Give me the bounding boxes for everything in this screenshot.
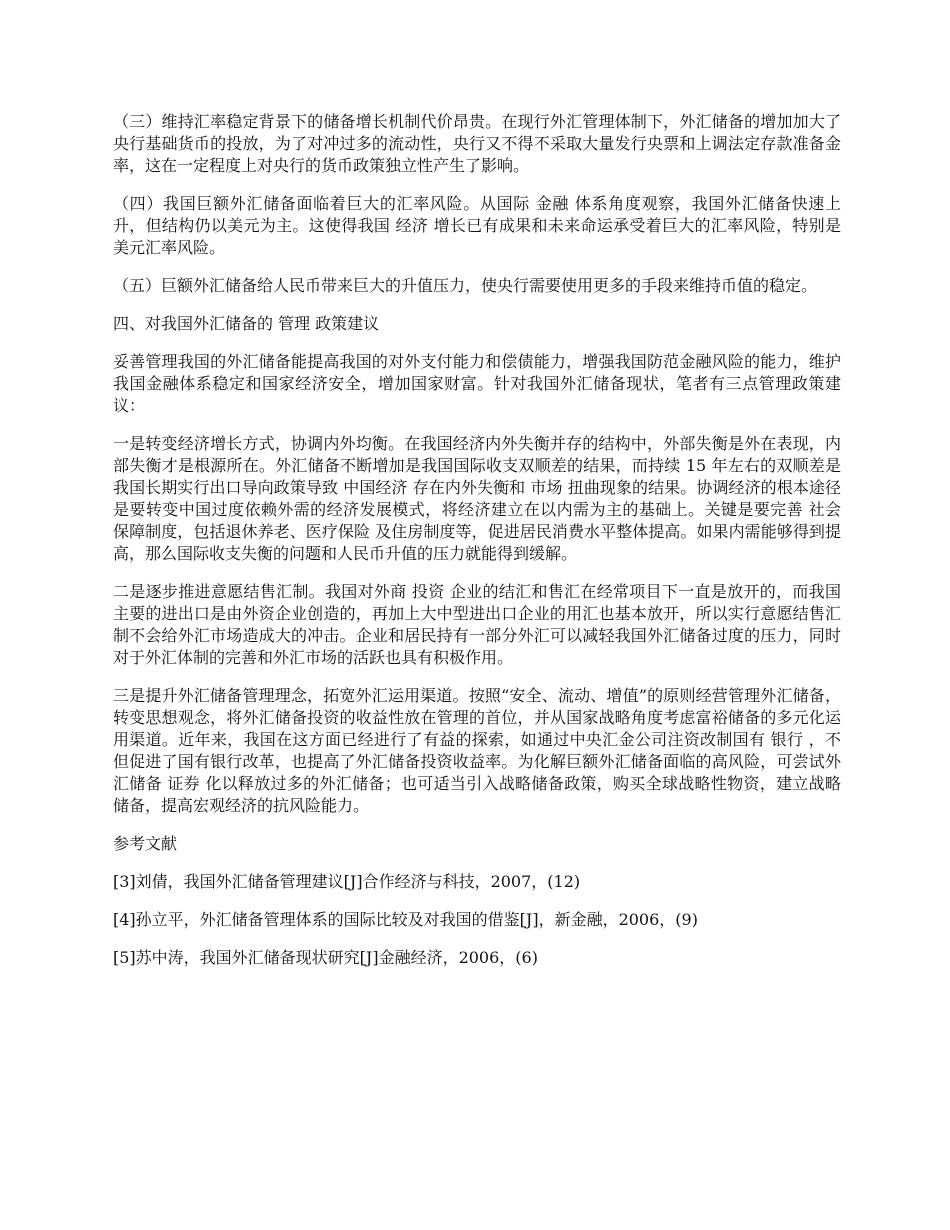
paragraph-four-exchange-risk: （四）我国巨额外汇储备面临着巨大的汇率风险。从国际 金融 体系角度观察，我国外汇储备快速上升，但结构仍以美元为主。这使得我国 经济 增长已有成果和未来命运承受着巨大的汇率风险，特别是美元汇率风险。 xyxy=(113,194,841,257)
paragraph-suggestion-two: 二是逐步推进意愿结售汇制。我国对外商 投资 企业的结汇和售汇在经常项目下一直是放开的，而我国主要的进出口是由外资企业创造的，再加上大中型进出口企业的用汇也基本放开，所以实行意愿结售汇制不会给外汇市场造成大的冲击。企业和居民持有一部分外汇可以减轻我国外汇储备过度的压力，同时对于外汇体制的完善和外汇市场的活跃也具有积极作用。 xyxy=(113,582,841,667)
document-page xyxy=(113,111,841,985)
reference-item: [3]刘倩，我国外汇储备管理建议[J]合作经济与科技，2007，(12) xyxy=(113,872,581,891)
reference-item: [5]苏中涛，我国外汇储备现状研究[J]金融经济，2006，(6) xyxy=(113,948,538,967)
references-title: 参考文献 xyxy=(113,834,178,853)
paragraph-suggestion-three: 三是提升外汇储备管理理念，拓宽外汇运用渠道。按照“安全、流动、增值”的原则经营管理外汇储备，转变思想观念，将外汇储备投资的收益性放在管理的首位，并从国家战略角度考虑富裕储备的多元化运用渠道。近年来，我国在这方面已经进行了有益的探索，如通过中央汇金公司注资改制国有 银行 ，不但促进了国有银行改革，也提高了外汇储备投资收益率。为化解巨额外汇储备面临的高风险，可尝试外汇储备 证券 化以释放过多的外汇储备；也可适当引入战略储备政策，购买全球战略性物资，建立战略储备，提高宏观经济的抗风险能力。 xyxy=(113,686,841,815)
paragraph-intro-suggestions: 妥善管理我国的外汇储备能提高我国的对外支付能力和偿债能力，增强我国防范金融风险的能力，维护我国金融体系稳定和国家经济安全，增加国家财富。针对我国外汇储备现状，笔者有三点管理政策建议： xyxy=(113,352,841,415)
paragraph-five-appreciation: （五）巨额外汇储备给人民币带来巨大的升值压力，使央行需要使用更多的手段来维持币值的稳定。 xyxy=(113,276,818,295)
paragraph-suggestion-one: 一是转变经济增长方式，协调内外均衡。在我国经济内外失衡并存的结构中，外部失衡是外在表现，内部失衡才是根源所在。外汇储备不断增加是我国国际收支双顺差的结果，而持续 15 年左右的双顺差是我国长期实行出口导向政策导致 中国经济 存在内外失衡和 市场 扭曲现象的结果。协调经济的根本途径是要转变中国过度依赖外需的经济发展模式，将经济建立在以内需为主的基础上。关键是要完善 社会 保障制度，包括退休养老、医疗保险 及住房制度等，促进居民消费水平整体提高。如果内需能够得到提高，那么国际收支失衡的问题和人民币升值的压力就能得到缓解。 xyxy=(113,434,841,563)
reference-item: [4]孙立平，外汇储备管理体系的国际比较及对我国的借鉴[J]，新金融，2006，(9) xyxy=(113,910,698,929)
paragraph-three-cost: （三）维持汇率稳定背景下的储备增长机制代价昂贵。在现行外汇管理体制下，外汇储备的增加加大了央行基础货币的投放，为了对冲过多的流动性，央行又不得不采取大量发行央票和上调法定存款准备金率，这在一定程度上对央行的货币政策独立性产生了影响。 xyxy=(113,112,841,175)
section-heading: 四、对我国外汇储备的 管理 政策建议 xyxy=(113,314,380,333)
